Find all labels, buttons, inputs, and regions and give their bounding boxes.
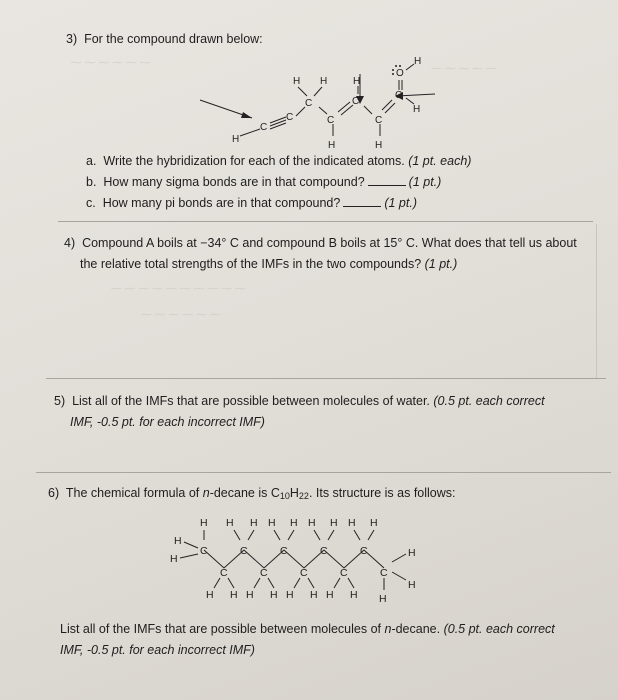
atom-label: H bbox=[375, 140, 383, 150]
atom-label: C bbox=[200, 545, 208, 557]
atom-label: H bbox=[293, 76, 301, 87]
atom-label: C bbox=[327, 115, 335, 126]
atom-label: C bbox=[260, 567, 268, 579]
atom-label: H bbox=[379, 593, 387, 604]
atom-label: C bbox=[340, 567, 348, 579]
atom-label: H bbox=[370, 517, 378, 529]
q3-part-a: a. Write the hybridization for each of the indicated atoms. (1 pt. each) bbox=[86, 154, 472, 168]
atom-label: C bbox=[380, 567, 388, 579]
atom-label: C bbox=[305, 98, 313, 109]
atom-label: C bbox=[375, 115, 383, 126]
section-divider bbox=[46, 378, 606, 379]
answer-blank[interactable] bbox=[368, 185, 406, 186]
atom-label: H bbox=[353, 76, 361, 87]
section-divider bbox=[58, 221, 593, 222]
section-divider bbox=[36, 472, 611, 473]
atom-label: H bbox=[408, 579, 416, 591]
atom-label: H bbox=[348, 517, 356, 529]
bleed-through-text: ⁓ ⁓ ⁓ ⁓ ⁓ ⁓ ⁓ ⁓ ⁓ ⁓ bbox=[110, 283, 245, 295]
bleed-through-text: ⁓ ⁓ ⁓ ⁓ ⁓ bbox=[430, 63, 496, 75]
q3-part-c: c. How many pi bonds are in that compound? (1 pt.) bbox=[86, 196, 417, 210]
bleed-through-text: ⁓ ⁓ ⁓ ⁓ ⁓ ⁓ bbox=[140, 309, 220, 321]
atom-label: C bbox=[240, 545, 248, 557]
atom-label: H bbox=[414, 56, 422, 67]
atom-label: H bbox=[226, 517, 234, 529]
atom-label: H bbox=[174, 535, 182, 547]
atom-label: H bbox=[290, 517, 298, 529]
atom-label: H bbox=[170, 553, 178, 565]
atom-label: C bbox=[286, 112, 294, 123]
atom-label: H bbox=[250, 517, 258, 529]
atom-label: C bbox=[220, 567, 228, 579]
atom-label: C bbox=[360, 545, 368, 557]
atom-label: H bbox=[232, 134, 240, 145]
atom-label: H bbox=[246, 589, 254, 601]
box-edge bbox=[596, 224, 597, 378]
atom-label: C bbox=[300, 567, 308, 579]
q3-structure-diagram bbox=[180, 52, 450, 150]
atom-label: C bbox=[260, 122, 268, 133]
atom-label: H bbox=[310, 589, 318, 601]
q4-text: 4) Compound A boils at −34° C and compound B boils at 15° C. What does that tell us about bbox=[64, 236, 577, 250]
q5-points: IMF, -0.5 pt. for each incorrect IMF) bbox=[70, 415, 265, 429]
atom-label: H bbox=[270, 589, 278, 601]
q3-part-b: b. How many sigma bonds are in that compound? (1 pt.) bbox=[86, 175, 442, 189]
atom-label: H bbox=[308, 517, 316, 529]
atom-label: C bbox=[352, 96, 360, 107]
q6-text: 6) The chemical formula of n-decane is $C_{10}H_{22}$. Its structure is as follows: bbox=[48, 486, 456, 501]
atom-label: H bbox=[230, 589, 238, 601]
atom-label: C bbox=[320, 545, 328, 557]
bleed-through-text: ⁓ ⁓ ⁓ ⁓ ⁓ ⁓ bbox=[70, 57, 150, 69]
atom-label: C bbox=[395, 90, 403, 101]
atom-label: O bbox=[396, 68, 404, 79]
atom-label: H bbox=[200, 517, 208, 529]
atom-label: H bbox=[350, 589, 358, 601]
answer-blank[interactable] bbox=[343, 206, 381, 207]
atom-label: H bbox=[286, 589, 294, 601]
q4-text-line2: the relative total strengths of the IMFs in the two compounds? (1 pt.) bbox=[80, 257, 458, 271]
atom-label: H bbox=[328, 140, 336, 150]
atom-label: H bbox=[408, 547, 416, 559]
atom-label: H bbox=[206, 589, 214, 601]
q3-prompt: 3) For the compound drawn below: bbox=[66, 32, 263, 46]
q6-list-prompt: List all of the IMFs that are possible between molecules of n-decane. (0.5 pt. each correct bbox=[60, 622, 555, 636]
atom-label: H bbox=[320, 76, 328, 87]
atom-label: H bbox=[413, 104, 421, 115]
q6-list-points: IMF, -0.5 pt. for each incorrect IMF) bbox=[60, 643, 255, 657]
atom-label: H bbox=[268, 517, 276, 529]
atom-label: H bbox=[326, 589, 334, 601]
n-decane-structure bbox=[160, 512, 480, 604]
atom-label: H bbox=[330, 517, 338, 529]
atom-label: C bbox=[280, 545, 288, 557]
q5-text: 5) List all of the IMFs that are possible between molecules of water. (0.5 pt. each correct bbox=[54, 394, 545, 408]
